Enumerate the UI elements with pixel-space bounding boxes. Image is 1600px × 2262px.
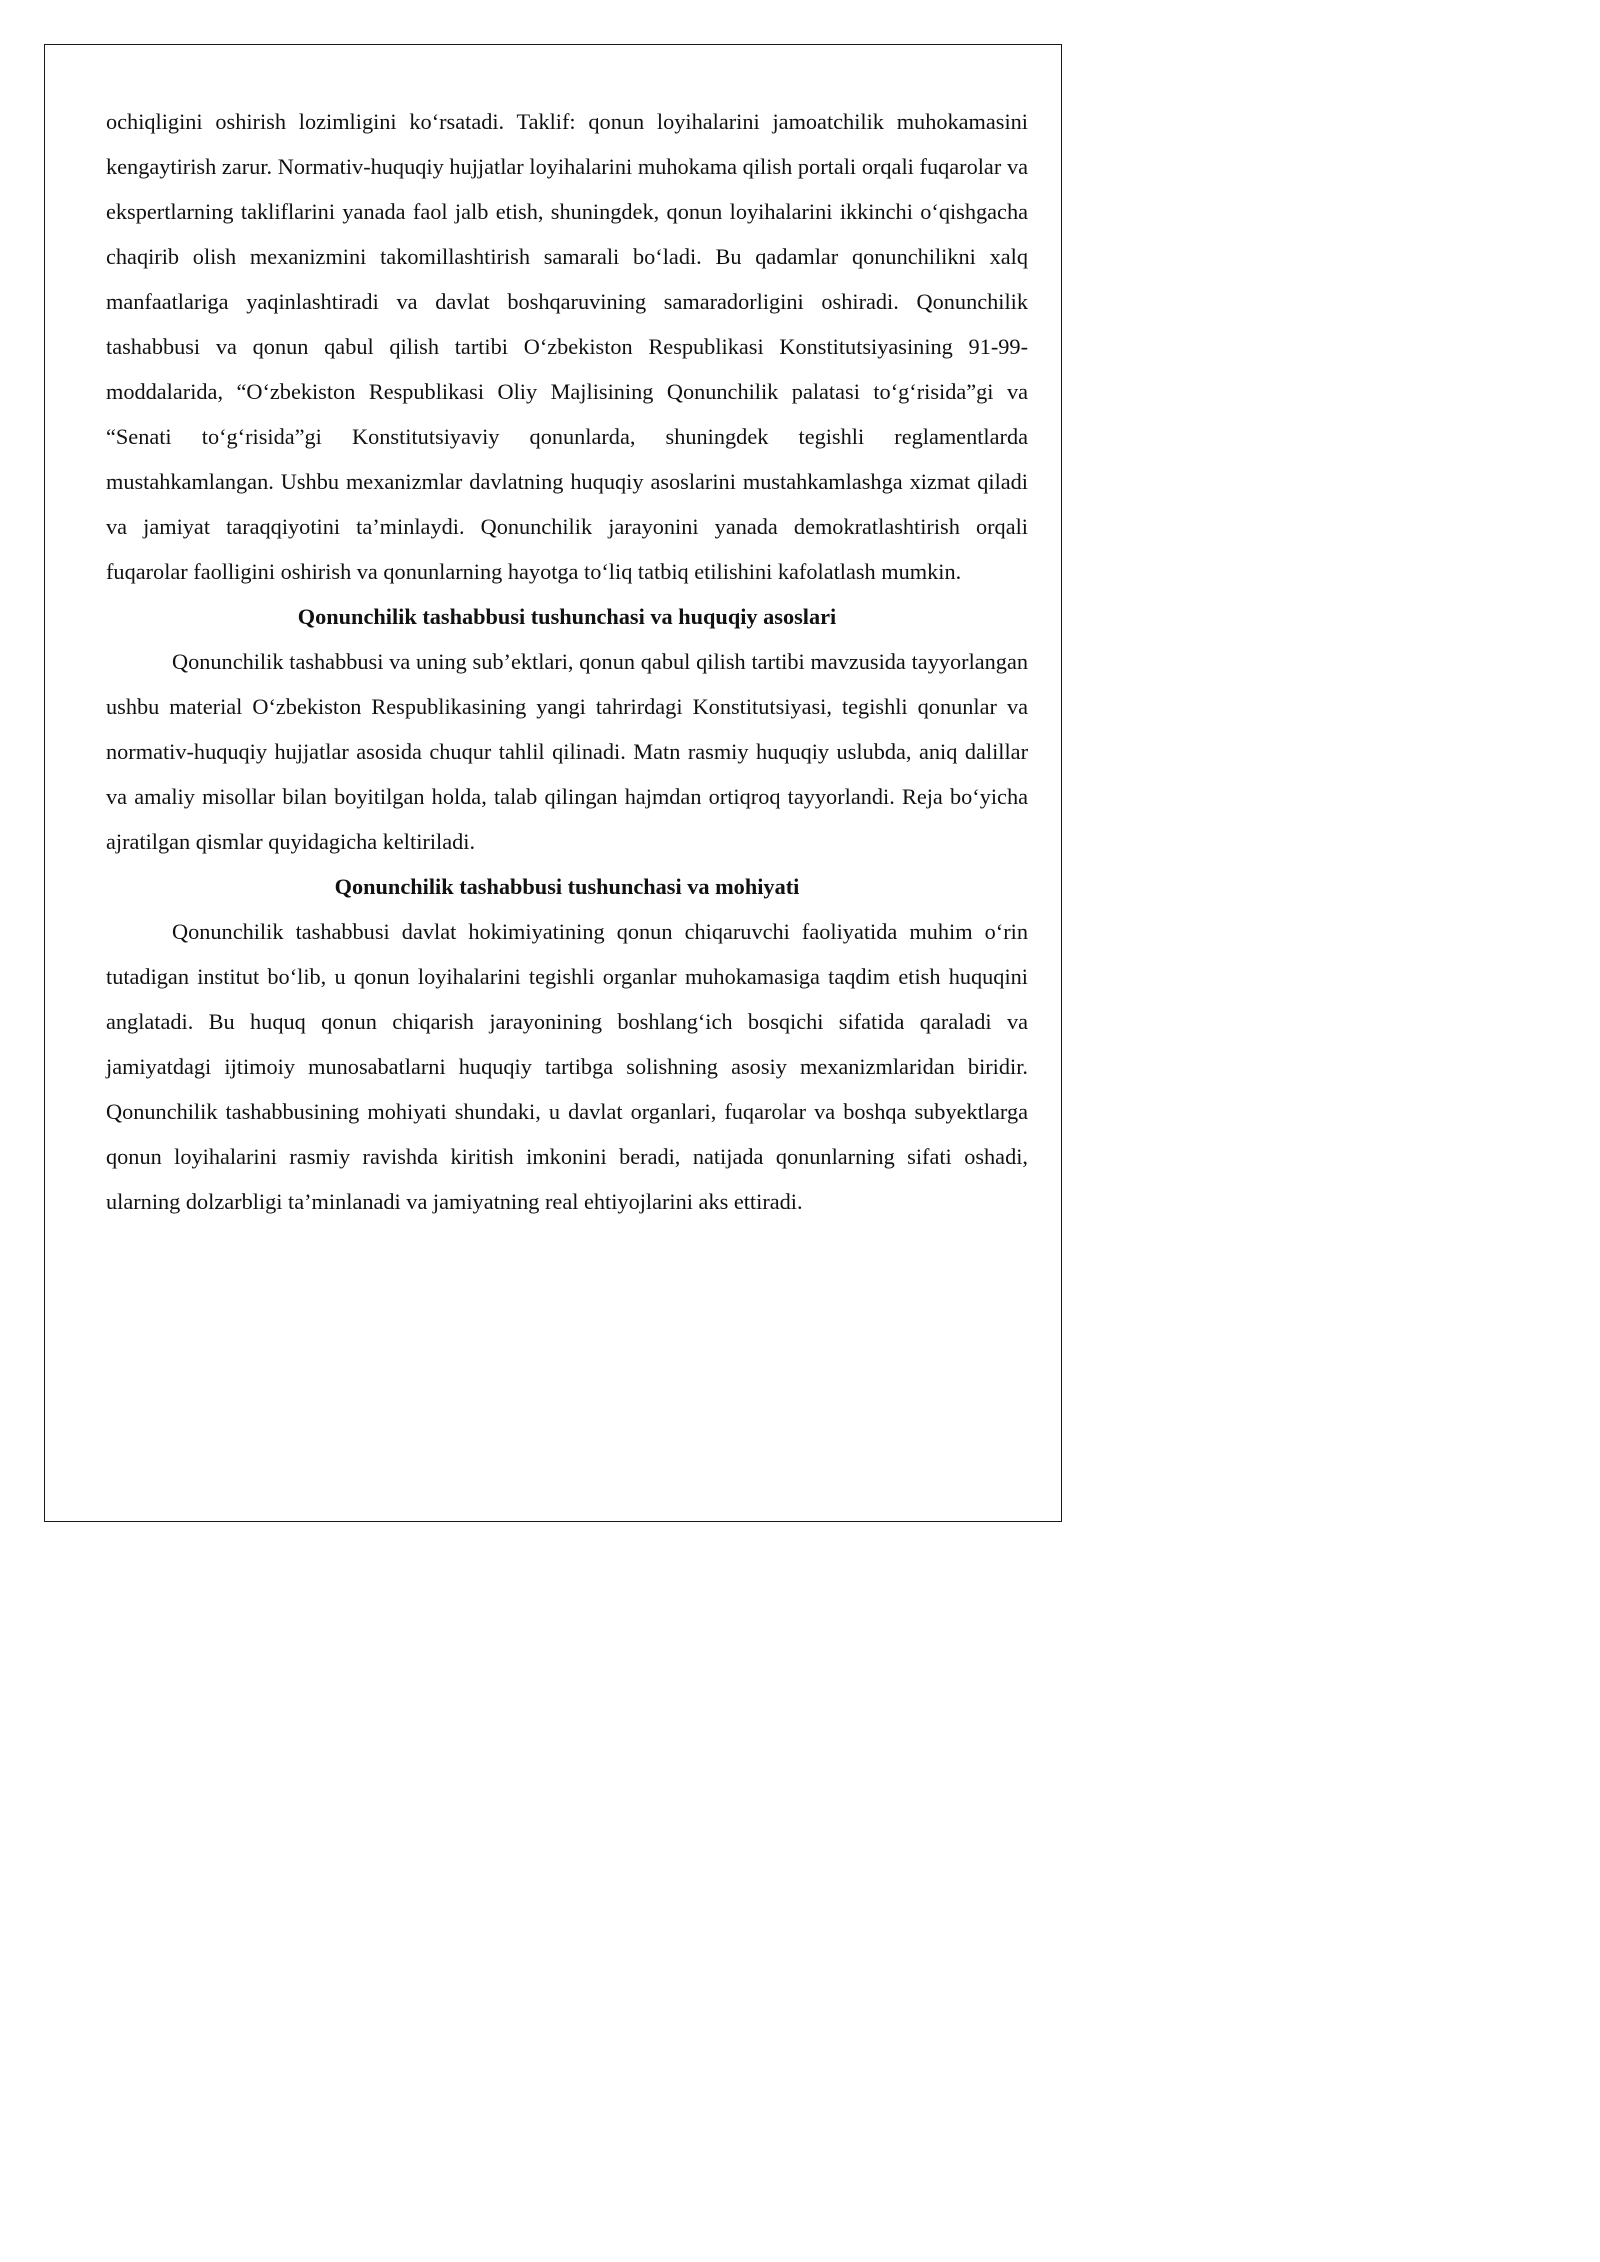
body-paragraph-continuation: ochiqligini oshirish lozimligini ko‘rsatadi. Taklif: qonun loyihalarini jamoatchilik muhokamasini kengaytirish zarur. Normativ-huquqiy hujjatlar loyihalarini muhokama qilish portali orqali fuqarolar va ekspertlarning takliflarini yanada faol jalb etish, shuningdek, qonun loyihalarini ikkinchi o‘qishgacha chaqirib olish mexanizmini takomillashtirish samarali bo‘ladi. Bu qadamlar qonunchilikni xalq manfaatlariga yaqinlashtiradi va davlat boshqaruvining samaradorligini oshiradi. Qonunchilik tashabbusi va qonun qabul qilish tartibi O‘zbekiston Respublikasi Konstitutsiyasining 91-99-moddalarida, “O‘zbekiston Respublikasi Oliy Majlisining Qonunchilik palatasi to‘g‘risida”gi va “Senati to‘g‘risida”gi Konstitutsiyaviy qonunlarda, shuningdek tegishli reglamentlarda mustahkamlangan. Ushbu mexanizmlar davlatning huquqiy asoslarini mustahkamlashga xizmat qiladi va jamiyat taraqqiyotini ta’minlaydi. Qonunchilik jarayonini yanada demokratlashtirish orqali fuqarolar faolligini oshirish va qonunlarning hayotga to‘liq tatbiq etilishini kafolatlash mumkin.: [106, 109, 1028, 584]
body-paragraph-intro: Qonunchilik tashabbusi va uning sub’ektlari, qonun qabul qilish tartibi mavzusida tayyorlangan ushbu material O‘zbekiston Respublikasining yangi tahrirdagi Konstitutsiyasi, tegishli qonunlar va normativ-huquqiy hujjatlar asosida chuqur tahlil qilinadi. Matn rasmiy huquqiy uslubda, aniq dalillar va amaliy misollar bilan boyitilgan holda, talab qilingan hajmdan ortiqroq tayyorlandi. Reja bo‘yicha ajratilgan qismlar quyidagicha keltiriladi.: [106, 649, 1028, 854]
section-heading-concept-essence: Qonunchilik tashabbusi tushunchasi va mohiyati: [334, 874, 800, 899]
section-heading-concept-legal-basis: Qonunchilik tashabbusi tushunchasi va huquqiy asoslari: [297, 604, 837, 629]
document-body: [106, 99, 1028, 1224]
body-paragraph-essence: Qonunchilik tashabbusi davlat hokimiyatining qonun chiqaruvchi faoliyatida muhim o‘rin tutadigan institut bo‘lib, u qonun loyihalarini tegishli organlar muhokamasiga taqdim etish huquqini anglatadi. Bu huquq qonun chiqarish jarayonining boshlang‘ich bosqichi sifatida qaraladi va jamiyatdagi ijtimoiy munosabatlarni huquqiy tartibga solishning asosiy mexanizmlaridan biridir. Qonunchilik tashabbusining mohiyati shundaki, u davlat organlari, fuqarolar va boshqa subyektlarga qonun loyihalarini rasmiy ravishda kiritish imkonini beradi, natijada qonunlarning sifati oshadi, ularning dolzarbligi ta’minlanadi va jamiyatning real ehtiyojlarini aks ettiradi.: [106, 919, 1028, 1214]
